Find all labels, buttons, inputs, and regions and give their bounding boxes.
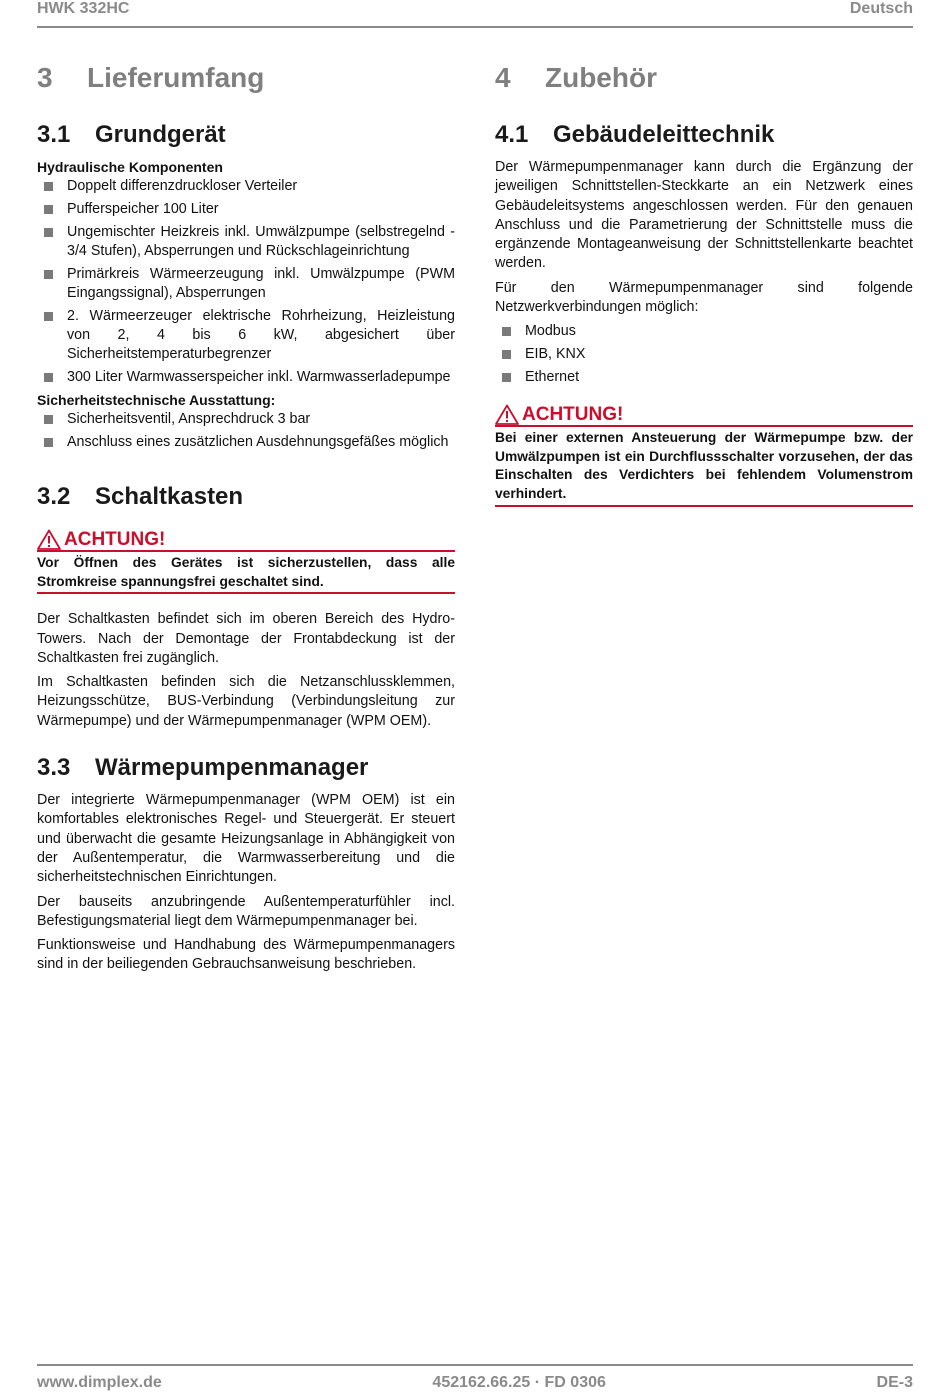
list-item: 2. Wärmeerzeuger elektrische Rohrheizung, Heizleistung von 2, 4 bis 6 kW, abgesichert über Sicherheitstemperaturbegrenzer xyxy=(37,307,455,365)
warning-box xyxy=(37,526,455,594)
list-item: Ethernet xyxy=(495,368,913,387)
chapter-number: 4 xyxy=(495,62,511,93)
warning-label: ACHTUNG! xyxy=(522,404,624,426)
page-number: DE-3 xyxy=(876,1374,913,1391)
chapter-title: Zubehör xyxy=(545,62,657,93)
document-number: 452162.66.25 · FD 0306 xyxy=(432,1374,606,1391)
paragraph: Der integrierte Wärmepumpenmanager (WPM OEM) ist ein komfortables elektronisches Regel- und Steuergerät. Er steuert und überwacht die gesamte Heizungsanlage in Abhängigkeit von der Außentemperatur, die Warmwasserbereitung und die sicherheitstechnischen Einrichtungen. xyxy=(37,792,455,886)
paragraph: Im Schaltkasten befinden sich die Netzanschlussklemmen, Heizungsschütze, BUS-Verbindung (Verbindungsleitung zur Wärmepumpe) und der Wärmepumpenmanager (WPM OEM). xyxy=(37,674,455,729)
warning-box xyxy=(495,401,913,506)
page-header xyxy=(37,0,913,28)
list-item: Anschluss eines zusätzlichen Ausdehnungsgefäßes möglich xyxy=(37,433,455,452)
section-3-3-heading xyxy=(37,753,455,783)
warning-title xyxy=(495,401,913,427)
section-title: Wärmepumpenmanager xyxy=(95,754,369,782)
list-item: Primärkreis Wärmeerzeugung inkl. Umwälzpumpe (PWM Eingangssignal), Absperrungen xyxy=(37,265,455,304)
warning-triangle-icon xyxy=(37,529,61,550)
paragraph: Der bauseits anzubringende Außentemperaturfühler incl. Befestigungsmaterial liegt dem Wärmepumpenmanager bei. xyxy=(37,893,455,929)
network-list xyxy=(495,322,913,387)
page-footer xyxy=(37,1364,913,1392)
list-item: Ungemischter Heizkreis inkl. Umwälzpumpe (selbstregelnd - 3/4 Stufen), Absperrungen und Rückschlageinrichtung xyxy=(37,223,455,262)
chapter-3-heading xyxy=(37,58,455,98)
list-item: Doppelt differenzdruckloser Verteiler xyxy=(37,177,455,196)
paragraph: Für den Wärmepumpenmanager sind folgende Netzwerkverbindungen möglich: xyxy=(495,279,913,316)
section-3-2-heading xyxy=(37,482,455,512)
section-3-1-heading xyxy=(37,120,455,150)
list-item: EIB, KNX xyxy=(495,345,913,364)
website-link[interactable]: www.dimplex.de xyxy=(37,1374,162,1391)
warning-triangle-icon xyxy=(495,404,519,425)
model-name: HWK 332HC xyxy=(37,0,130,17)
hydraulic-list xyxy=(37,177,455,387)
section-number: 3.2 xyxy=(37,483,71,511)
section-title: Grundgerät xyxy=(95,121,226,148)
chapter-number: 3 xyxy=(37,62,53,93)
list-item: Modbus xyxy=(495,322,913,341)
warning-text: Vor Öffnen des Gerätes ist sicherzustellen, dass alle Stromkreise spannungsfrei geschaltet sind. xyxy=(37,552,455,594)
right-column xyxy=(495,58,913,523)
paragraph: Der Schaltkasten befindet sich im oberen Bereich des Hydro-Towers. Nach der Demontage der Frontabdeckung ist der Schaltkasten frei zugänglich. xyxy=(37,611,455,666)
section-title: Gebäudeleittechnik xyxy=(553,121,775,148)
paragraph: Funktionsweise und Handhabung des Wärmepumpenmanagers sind in der beiliegenden Gebrauchsanweisung beschrieben. xyxy=(37,937,455,973)
list-item: 300 Liter Warmwasserspeicher inkl. Warmwasserladepumpe xyxy=(37,368,455,387)
safety-subtitle: Sicherheitstechnische Ausstattung: xyxy=(37,391,276,408)
section-4-1-heading xyxy=(495,120,913,150)
section-title: Schaltkasten xyxy=(95,483,244,511)
safety-list xyxy=(37,410,455,452)
left-column xyxy=(37,58,455,980)
section-number: 3.3 xyxy=(37,754,71,782)
section-number: 3.1 xyxy=(37,121,71,148)
warning-text: Bei einer externen Ansteuerung der Wärmepumpe bzw. der Umwälzpumpen ist ein Durchflussschalter vorzusehen, der das Einschalten des Verdichters bei fehlendem Volumenstrom verhindert. xyxy=(495,427,913,506)
language-label: Deutsch xyxy=(849,0,913,17)
hydraulic-subtitle: Hydraulische Komponenten xyxy=(37,159,223,175)
chapter-4-heading xyxy=(495,58,913,98)
section-number: 4.1 xyxy=(495,121,529,148)
chapter-title: Lieferumfang xyxy=(87,62,265,93)
warning-title xyxy=(37,526,455,552)
list-item: Pufferspeicher 100 Liter xyxy=(37,200,455,219)
warning-label: ACHTUNG! xyxy=(64,529,166,551)
paragraph: Der Wärmepumpenmanager kann durch die Ergänzung der jeweiligen Schnittstellen-Steckkarte an ein Netzwerk eines Gebäudeleitsystems angeschlossen werden. Für den genauen Anschluss und die Parametrierung der Schnittstelle muss die ergänzende Montageanweisung der Schnittstellenkarte beachtet werden. xyxy=(495,159,913,272)
list-item: Sicherheitsventil, Ansprechdruck 3 bar xyxy=(37,410,455,429)
